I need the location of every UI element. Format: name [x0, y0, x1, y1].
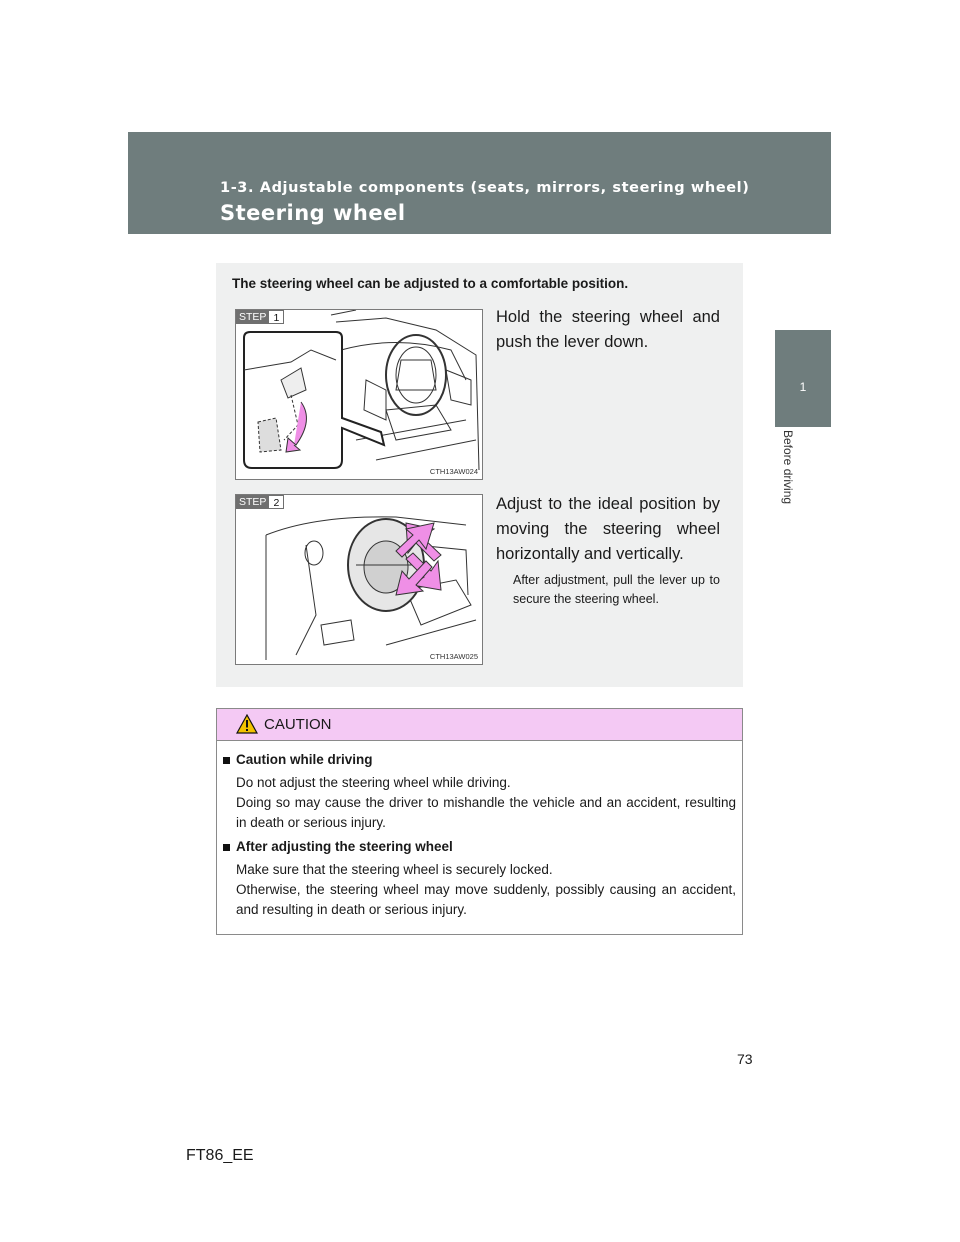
- chapter-label: Before driving: [781, 430, 795, 505]
- step2-figure: [235, 494, 483, 665]
- steering-adjust-illustration: [236, 495, 482, 664]
- step2-note: After adjustment, pull the lever up to secure the steering wheel.: [513, 573, 720, 606]
- page-number: 73: [737, 1051, 753, 1067]
- caution-header: [217, 709, 742, 741]
- section-title: 1-3. Adjustable components (seats, mirrors, steering wheel): [220, 180, 750, 196]
- caution-item-title: Caution while driving: [236, 752, 373, 767]
- caution-item: [223, 838, 736, 920]
- section-header: [128, 132, 831, 234]
- procedure-intro: The steering wheel can be adjusted to a comfortable position.: [232, 276, 629, 291]
- warning-triangle-icon: [236, 714, 258, 734]
- caution-line: Otherwise, the steering wheel may move suddenly, possibly causing an accident, and resulting in death or serious injury.: [236, 882, 736, 917]
- square-bullet-icon: [223, 757, 230, 764]
- figure-code: CTH13AW024: [429, 467, 478, 476]
- chapter-number: 1: [799, 380, 807, 394]
- step1-text: Hold the steering wheel and push the lever down.: [496, 308, 720, 351]
- step1-figure: [235, 309, 483, 480]
- step-word: STEP: [236, 310, 269, 324]
- caution-line: Make sure that the steering wheel is securely locked.: [236, 862, 553, 877]
- page-title: Steering wheel: [220, 201, 406, 225]
- caution-box: [216, 708, 743, 935]
- caution-line: Doing so may cause the driver to mishandle the vehicle and an accident, resulting in death or serious injury.: [236, 795, 736, 830]
- step-number: 1: [269, 310, 284, 324]
- step-number: 2: [269, 495, 284, 509]
- caution-line: Do not adjust the steering wheel while driving.: [236, 775, 511, 790]
- steering-lever-illustration: [236, 310, 482, 479]
- step-word: STEP: [236, 495, 269, 509]
- chapter-tab[interactable]: [775, 330, 831, 427]
- figure-code: CTH13AW025: [429, 652, 478, 661]
- document-code: FT86_EE: [186, 1147, 254, 1164]
- caution-item-text: [236, 860, 736, 920]
- caution-item-title-row: [223, 751, 736, 769]
- square-bullet-icon: [223, 844, 230, 851]
- caution-item-title-row: [223, 838, 736, 856]
- caution-item-text: [236, 773, 736, 833]
- procedure-box: [216, 263, 743, 687]
- caution-label: CAUTION: [264, 716, 332, 733]
- caution-item-title: After adjusting the steering wheel: [236, 839, 453, 854]
- caution-item: [223, 751, 736, 833]
- step2-text: Adjust to the ideal position by moving the steering wheel horizontally and vertically.: [496, 495, 720, 563]
